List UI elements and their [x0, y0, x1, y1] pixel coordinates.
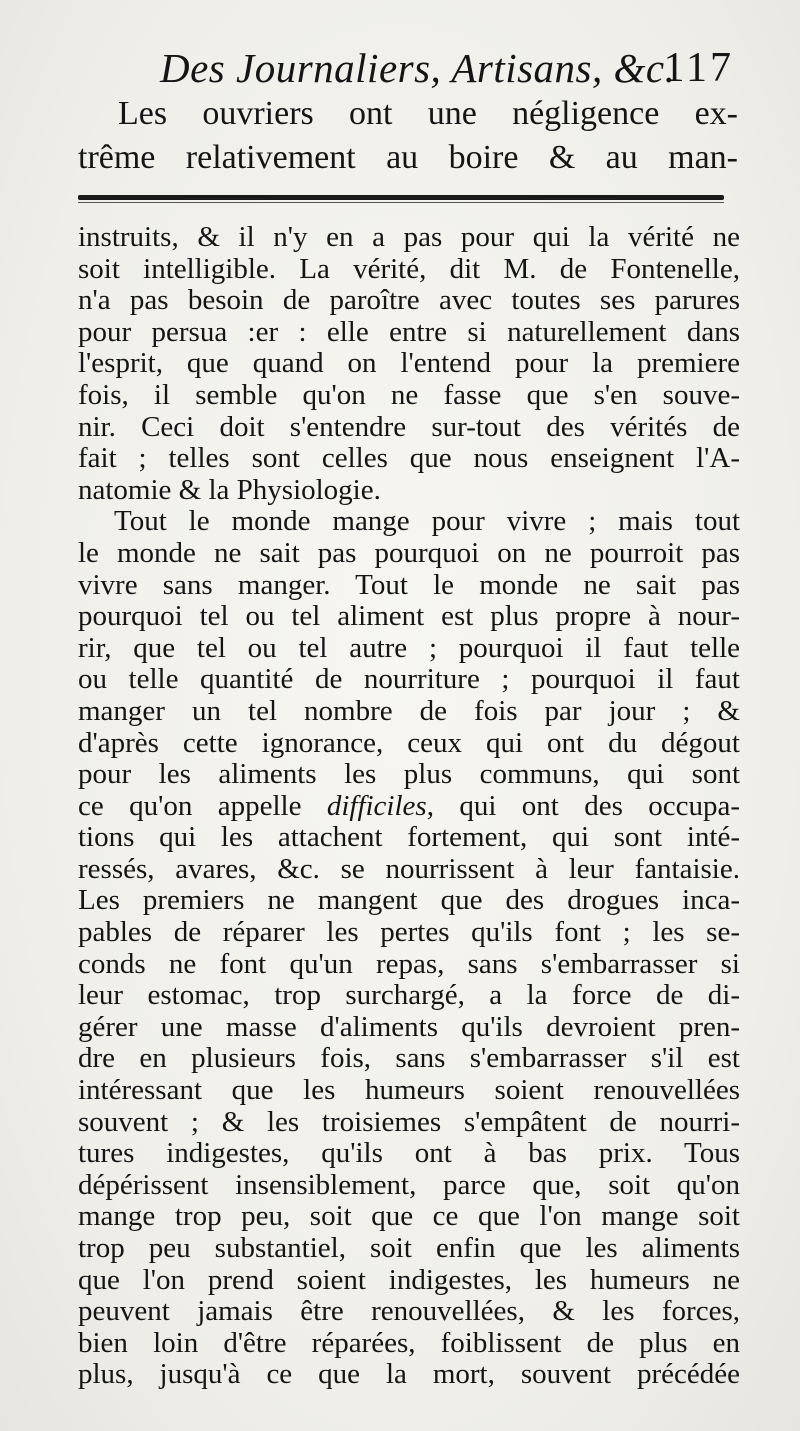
- text-line: tures indigestes, qu'ils ont à bas prix. Tous: [78, 1137, 740, 1170]
- text-line: gérer une masse d'aliments qu'ils devroient pren-: [78, 1010, 740, 1043]
- text-line: leur estomac, trop surchargé, a la force de di-: [78, 979, 740, 1012]
- text-line: n'a pas besoin de paroître avec toutes ses parures: [78, 284, 740, 317]
- text-line: ressés, avares, &c. se nourrissent à leur fantaisie.: [78, 852, 740, 885]
- text-line: intéressant que les humeurs soient renouvellées: [78, 1074, 740, 1107]
- text-line: plus, jusqu'à ce que la mort, souvent précédée: [78, 1358, 740, 1391]
- running-head: [160, 44, 740, 94]
- text-line: fois, il semble qu'on ne fasse que s'en souve-: [78, 378, 740, 411]
- body-text: [78, 222, 740, 1391]
- text-line-with-italic: [78, 791, 740, 823]
- text-line: trop peu substantiel, soit enfin que les aliments: [78, 1232, 740, 1264]
- text-line: vivre sans manger. Tout le monde ne sait pas: [78, 568, 740, 601]
- text-line: nir. Ceci doit s'entendre sur-tout des vérités de: [78, 410, 740, 443]
- text-line: soit intelligible. La vérité, dit M. de Fontenelle,: [78, 252, 740, 285]
- text-fragment: , qui ont des occupa-: [426, 789, 740, 822]
- text-line: que l'on prend soient indigestes, les humeurs ne: [78, 1263, 740, 1296]
- header-rule-thin: [78, 202, 724, 203]
- summary-line: Les ouvriers ont une négligence ex-: [118, 95, 738, 132]
- text-line: pour les aliments les plus communs, qui sont: [78, 758, 740, 791]
- text-line: pour persua :er : elle entre si naturellement dans: [78, 315, 740, 348]
- marginal-summary: [78, 92, 738, 180]
- text-line: d'après cette ignorance, ceux qui ont du dégout: [78, 726, 740, 759]
- text-line: dre en plusieurs fois, sans s'embarrasser s'il est: [78, 1042, 740, 1075]
- text-line: pables de réparer les pertes qu'ils font ; les se-: [78, 916, 740, 949]
- summary-line: trême relativement au boire & au man-: [78, 139, 738, 176]
- text-line: conds ne font qu'un repas, sans s'embarrasser si: [78, 947, 740, 980]
- text-line: Tout le monde mange pour vivre ; mais tout: [114, 505, 740, 538]
- text-line: pourquoi tel ou tel aliment est plus propre à nour-: [78, 600, 740, 633]
- page-number: 117: [663, 45, 734, 91]
- text-line: rir, que tel ou tel autre ; pourquoi il faut telle: [78, 631, 740, 664]
- text-fragment: ce qu'on appelle: [78, 789, 327, 822]
- running-title: Des Journaliers, Artisans, &c.: [160, 45, 676, 91]
- text-line: bien loin d'être réparées, foiblissent de plus en: [78, 1326, 740, 1359]
- text-line: l'esprit, que quand on l'entend pour la premiere: [78, 347, 740, 380]
- text-line: manger un tel nombre de fois par jour ; &: [78, 694, 740, 727]
- text-line: le monde ne sait pas pourquoi on ne pourroit pas: [78, 536, 740, 569]
- text-line: fait ; telles sont celles que nous enseignent l'A-: [78, 442, 740, 475]
- text-line: tions qui les attachent fortement, qui sont inté-: [78, 821, 740, 854]
- text-line: dépérissent insensiblement, parce que, soit qu'on: [78, 1168, 740, 1201]
- text-line: Les premiers ne mangent que des drogues inca-: [78, 884, 740, 917]
- text-line: mange trop peu, soit que ce que l'on mange soit: [78, 1200, 740, 1233]
- text-line: natomie & la Physiologie.: [78, 473, 381, 506]
- paragraph-continued: [78, 222, 740, 506]
- text-line: peuvent jamais être renouvellées, & les forces,: [78, 1295, 740, 1328]
- text-line: ou telle quantité de nourriture ; pourquoi il faut: [78, 663, 740, 696]
- text-line: instruits, & il n'y en a pas pour qui la vérité ne: [78, 221, 740, 253]
- text-line: souvent ; & les troisiemes s'empâtent de nourri-: [78, 1105, 740, 1138]
- paragraph: [78, 506, 740, 1391]
- header-rule: [78, 195, 724, 200]
- italic-word: difficiles: [326, 789, 427, 822]
